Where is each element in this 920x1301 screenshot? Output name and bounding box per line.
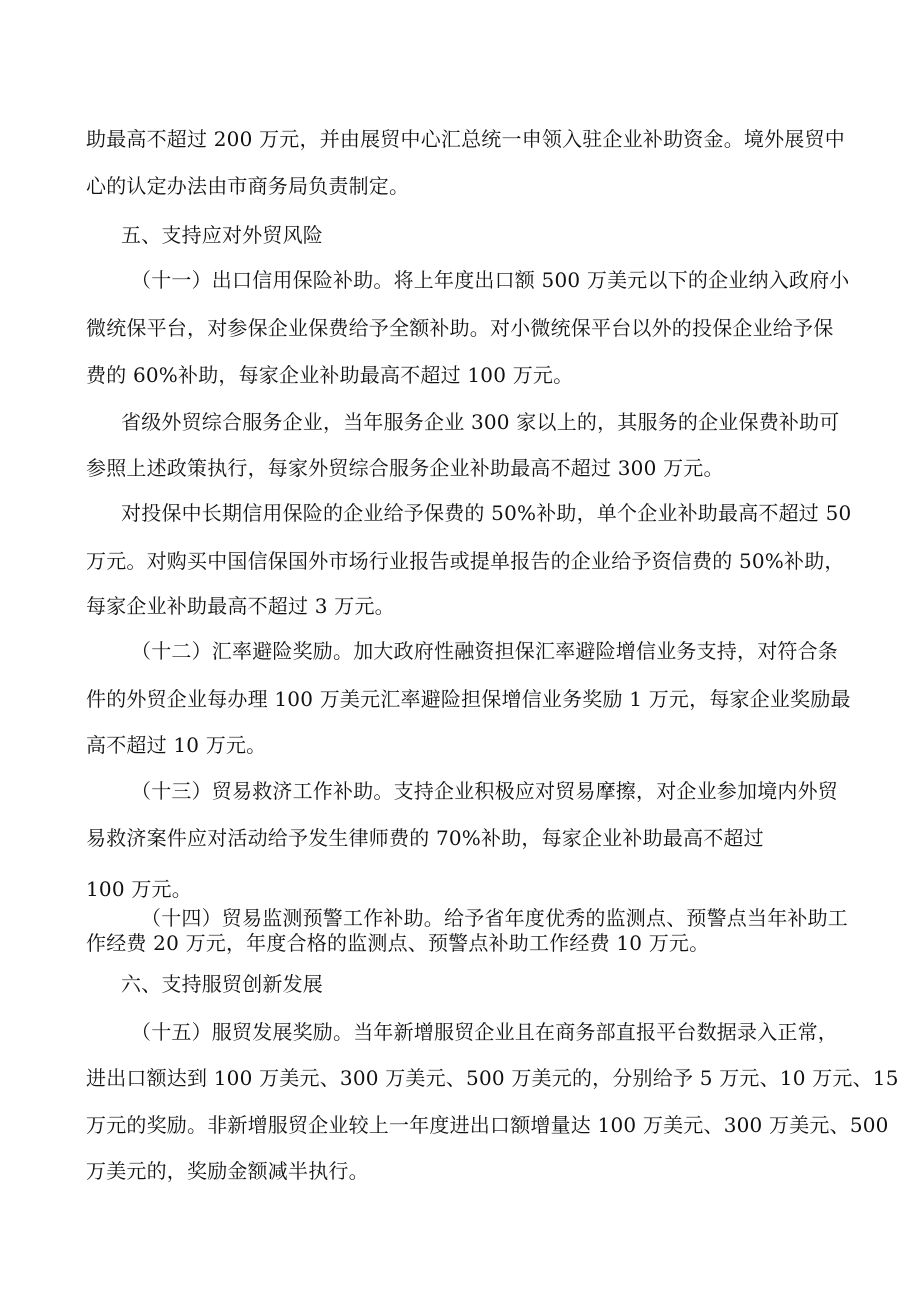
text-line: 万元。对购买中国信保国外市场行业报告或提单报告的企业给予资信费的 50%补助， <box>86 549 845 573</box>
text-line: 易救济案件应对活动给予发生律师费的 70%补助，每家企业补助最高不超过 <box>86 826 764 850</box>
text-line: （十一）出口信用保险补助。将上年度出口额 500 万美元以下的企业纳入政府小 <box>131 268 850 292</box>
text-line: 万美元的，奖励金额减半执行。 <box>86 1159 369 1183</box>
text-line: （十三）贸易救济工作补助。支持企业积极应对贸易摩擦，对企业参加境内外贸 <box>131 779 838 803</box>
text-line: 件的外贸企业每办理 100 万美元汇率避险担保增信业务奖励 1 万元，每家企业奖励最 <box>86 687 851 711</box>
text-line: 每家企业补助最高不超过 3 万元。 <box>86 594 395 618</box>
text-line: 助最高不超过 200 万元，并由展贸中心汇总统一申领入驻企业补助资金。境外展贸中 <box>86 127 845 151</box>
text-line: 省级外贸综合服务企业，当年服务企业 300 家以上的，其服务的企业保费补助可 <box>121 410 840 434</box>
text-line: （十二）汇率避险奖励。加大政府性融资担保汇率避险增信业务支持，对符合条 <box>131 639 838 663</box>
text-line: 费的 60%补助，每家企业补助最高不超过 100 万元。 <box>86 363 574 387</box>
text-line: 万元的奖励。非新增服贸企业较上一年度进出口额增量达 100 万美元、300 万美元、500 <box>86 1113 889 1137</box>
text-line: （十五）服贸发展奖励。当年新增服贸企业且在商务部直报平台数据录入正常， <box>131 1020 838 1044</box>
text-line: 高不超过 10 万元。 <box>86 733 267 757</box>
section-heading: 六、支持服贸创新发展 <box>121 972 323 996</box>
text-line: 对投保中长期信用保险的企业给予保费的 50%补助，单个企业补助最高不超过 50 <box>121 501 852 525</box>
text-line: 微统保平台，对参保企业保费给予全额补助。对小微统保平台以外的投保企业给予保 <box>86 316 834 340</box>
text-line: 心的认定办法由市商务局负责制定。 <box>86 174 410 198</box>
text-line: 100 万元。 <box>86 877 192 901</box>
section-heading: 五、支持应对外贸风险 <box>121 223 323 247</box>
text-line: 作经费 20 万元，年度合格的监测点、预警点补助工作经费 10 万元。 <box>86 931 710 955</box>
text-line: （十四）贸易监测预警工作补助。给予省年度优秀的监测点、预警点当年补助工 <box>141 906 848 930</box>
text-line: 参照上述政策执行，每家外贸综合服务企业补助最高不超过 300 万元。 <box>86 456 724 480</box>
text-line: 进出口额达到 100 万美元、300 万美元、500 万美元的，分别给予 5 万元、10 万元、15 <box>86 1066 899 1090</box>
